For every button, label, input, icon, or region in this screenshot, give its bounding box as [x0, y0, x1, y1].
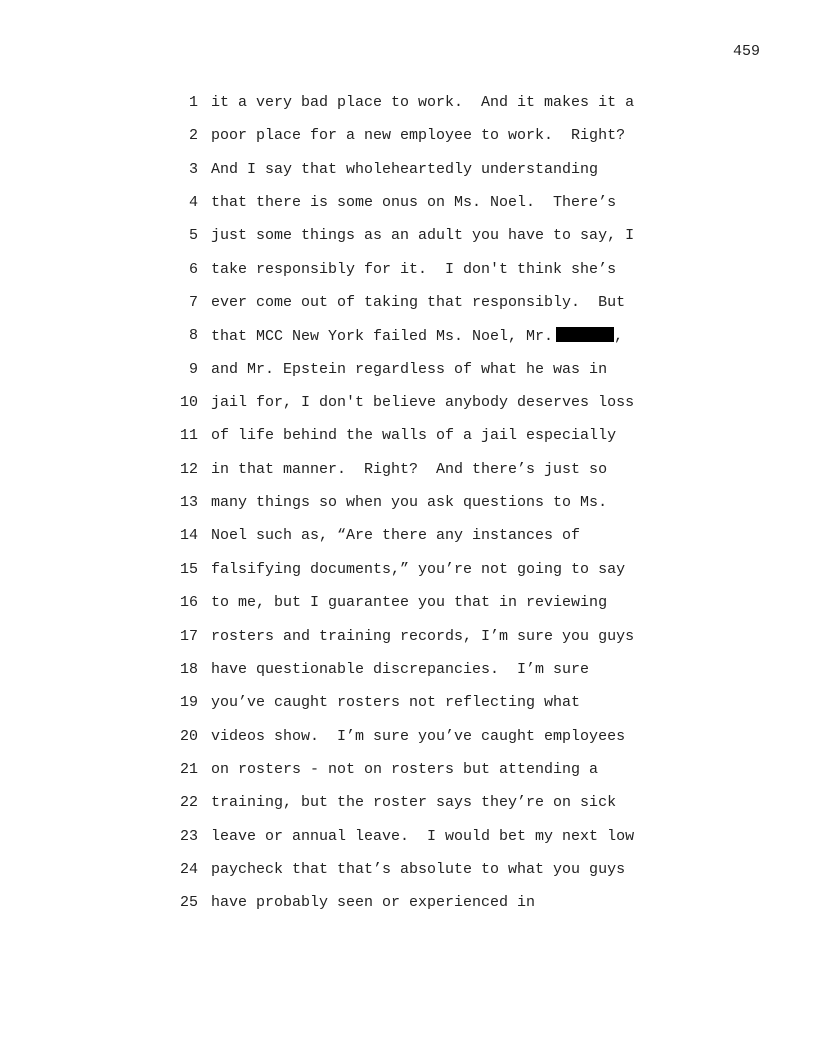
line-number: 24 [179, 860, 198, 878]
transcript-line [176, 894, 696, 927]
transcript-line [176, 661, 696, 694]
transcript-line [176, 394, 696, 427]
transcript-line [176, 227, 696, 260]
transcript-line [176, 361, 696, 394]
line-number: 10 [179, 394, 198, 412]
line-number: 11 [179, 427, 198, 445]
transcript-line [176, 127, 696, 160]
line-number: 25 [179, 894, 198, 912]
transcript-line [176, 761, 696, 794]
transcript-line [176, 494, 696, 527]
line-number: 17 [179, 627, 198, 645]
line-text: have questionable discrepancies. I’m sure [211, 660, 590, 678]
line-number: 15 [179, 560, 198, 578]
line-text: falsifying documents,” you’re not going to say [211, 560, 626, 578]
line-text: just some things as an adult you have to say, I [211, 227, 635, 245]
line-text [211, 327, 623, 346]
line-text: ever come out of taking that responsibly. But [211, 294, 626, 312]
line-number: 19 [179, 694, 198, 712]
transcript-line [176, 294, 696, 327]
line-text: on rosters - not on rosters but attending a [211, 760, 599, 778]
line-text: training, but the roster says they’re on sick [211, 794, 617, 812]
line-text: take responsibly for it. I don't think she’s [211, 260, 617, 278]
transcript-line [176, 427, 696, 460]
line-number: 13 [179, 494, 198, 512]
transcript-line [176, 828, 696, 861]
line-number: 18 [179, 660, 198, 678]
line-text: of life behind the walls of a jail especially [211, 427, 617, 445]
transcript-line [176, 694, 696, 727]
line-number: 2 [188, 127, 198, 145]
transcript-line [176, 594, 696, 627]
line-text-after-redaction: , [614, 328, 624, 346]
line-text: And I say that wholeheartedly understanding [211, 160, 599, 178]
line-number: 1 [188, 94, 198, 111]
transcript-body [176, 94, 696, 928]
line-text: it a very bad place to work. And it makes it a [211, 94, 635, 111]
line-text: that there is some onus on Ms. Noel. There’s [211, 194, 617, 212]
line-text: poor place for a new employee to work. Right? [211, 127, 626, 145]
line-number: 23 [179, 827, 198, 845]
line-number: 9 [188, 360, 198, 378]
line-number: 3 [188, 160, 198, 178]
transcript-line [176, 327, 696, 360]
line-text: and Mr. Epstein regardless of what he was in [211, 360, 608, 378]
transcript-line [176, 861, 696, 894]
transcript-line [176, 794, 696, 827]
line-text: leave or annual leave. I would bet my next low [211, 827, 635, 845]
line-text: jail for, I don't believe anybody deserves loss [211, 394, 635, 412]
page-number: 459 [733, 43, 761, 60]
line-text-before-redaction: that MCC New York failed Ms. Noel, Mr. [211, 328, 554, 346]
line-text: paycheck that that’s absolute to what you guys [211, 860, 626, 878]
transcript-line [176, 561, 696, 594]
line-text: rosters and training records, I’m sure you guys [211, 627, 635, 645]
line-text: Noel such as, “Are there any instances of [211, 527, 581, 545]
redaction-box [556, 327, 614, 342]
line-number: 20 [179, 727, 198, 745]
line-number: 12 [179, 460, 198, 478]
line-number: 4 [188, 194, 198, 212]
transcript-line [176, 261, 696, 294]
transcript-line [176, 728, 696, 761]
line-text: to me, but I guarantee you that in reviewing [211, 594, 608, 612]
line-text: many things so when you ask questions to Ms. [211, 494, 608, 512]
line-text: in that manner. Right? And there’s just so [211, 460, 608, 478]
transcript-line [176, 461, 696, 494]
transcript-line [176, 94, 696, 127]
line-number: 14 [179, 527, 198, 545]
transcript-line [176, 628, 696, 661]
transcript-line [176, 194, 696, 227]
transcript-line [176, 161, 696, 194]
line-number: 22 [179, 794, 198, 812]
transcript-line [176, 527, 696, 560]
line-text: have probably seen or experienced in [211, 894, 536, 912]
line-number: 8 [188, 327, 198, 345]
line-number: 16 [179, 594, 198, 612]
line-number: 6 [188, 260, 198, 278]
line-text: videos show. I’m sure you’ve caught employees [211, 727, 626, 745]
line-text: you’ve caught rosters not reflecting what [211, 694, 581, 712]
line-number: 21 [179, 760, 198, 778]
line-number: 7 [188, 294, 198, 312]
line-number: 5 [188, 227, 198, 245]
